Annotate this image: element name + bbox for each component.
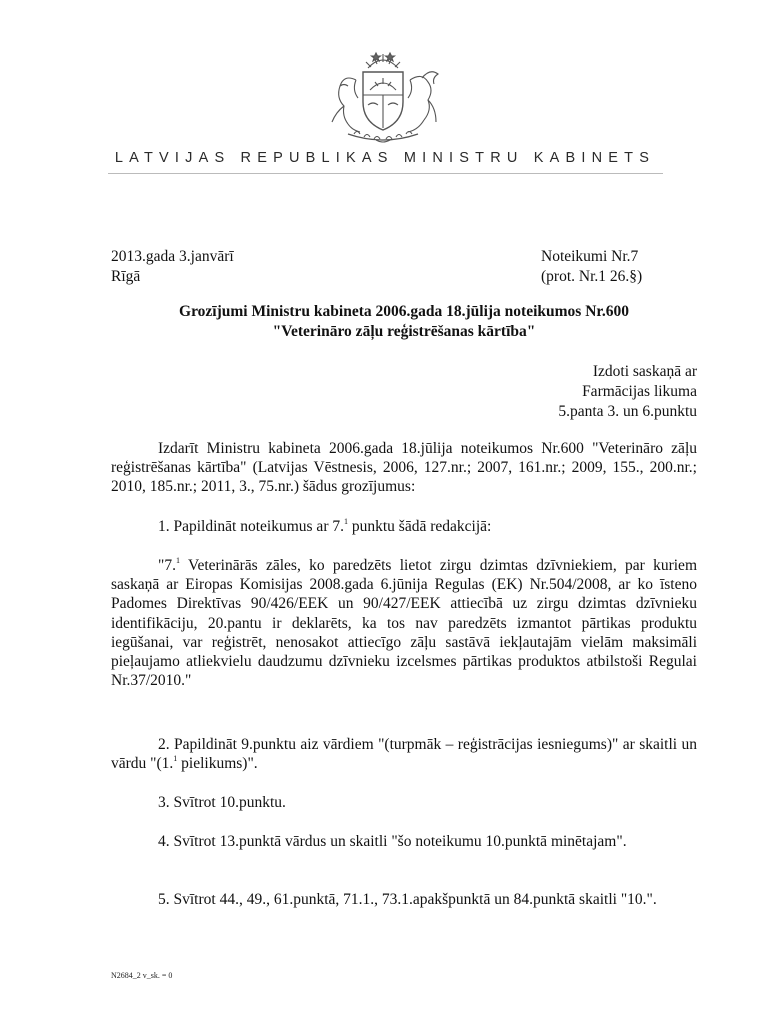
item-2-sup: 1 bbox=[173, 754, 178, 764]
issued-per-block bbox=[450, 362, 697, 422]
quoted-paragraph bbox=[111, 556, 697, 690]
amendment-item-5 bbox=[111, 890, 697, 909]
amendment-item-3 bbox=[111, 793, 697, 812]
amendment-item-2 bbox=[111, 735, 697, 773]
amendment-item-4 bbox=[111, 832, 697, 851]
coat-of-arms-icon bbox=[318, 50, 448, 145]
document-date: 2013.gada 3.janvārī bbox=[111, 248, 234, 265]
regulation-number: Noteikumi Nr.7 bbox=[541, 248, 639, 265]
meta-left bbox=[111, 247, 234, 287]
document-title bbox=[111, 302, 697, 342]
item-3-text: 3. Svītrot 10.punktu. bbox=[158, 794, 286, 811]
intro-paragraph bbox=[111, 439, 697, 497]
issued-line-1: Izdoti saskaņā ar bbox=[592, 363, 697, 380]
intro-text: Izdarīt Ministru kabineta 2006.gada 18.jūlija noteikumos Nr.600 "Veterināro zāļu reģistrēšanas kārtība" (Latvijas Vēstnesis, 2006, 127.nr.; 2007, 161.nr.; 2009, 155., 200.nr.; 2010, 185.nr.; 2011, 3., 75.nr.) šādus grozījumus: bbox=[111, 440, 697, 496]
item-2-after: pielikums)". bbox=[177, 755, 258, 773]
item-2-text bbox=[111, 735, 697, 773]
footer-code: N2684_2 v_sk. = 0 bbox=[111, 971, 173, 980]
title-line-2: "Veterināro zāļu reģistrēšanas kārtība" bbox=[272, 323, 536, 340]
amendment-item-1 bbox=[111, 517, 697, 536]
item-5-text: 5. Svītrot 44., 49., 61.punktā, 71.1., 73.1.apakšpunktā un 84.punktā skaitli "10.". bbox=[158, 891, 657, 908]
item-1-before: 1. Papildināt noteikumus ar 7. bbox=[158, 518, 344, 535]
document-place: Rīgā bbox=[111, 268, 141, 285]
meta-right bbox=[541, 247, 642, 287]
item-1-text bbox=[111, 517, 697, 536]
item-1-sup: 1 bbox=[343, 516, 348, 526]
issued-line-3: 5.panta 3. un 6.punktu bbox=[558, 403, 697, 420]
quote-after: Veterinārās zāles, ko paredzēts lietot zirgu dzimtas dzīvniekiem, par kuriem saskaņā ar Eiropas Komisijas 2008.gada 6.jūnija Regulas (EK) Nr.504/2008, ar ko īsteno Padomes Direktīvas 90/426/EEK un 90/427/EEK attiecībā uz zirgu dzimtas dzīvnieku identifikāciju, 20.pantu ir deklarēts, ka tos nav paredzēts izmantot pārtikas produktu iegūšanai, var reģistrēt, nenosakot attiecīgo zāļu sastāvā iekļautajām vielām maksimāli pieļaujamo atliekvielu daudzumu dzīvnieku izcelsmes pārtikas produktos atbilstoši Regulai Nr.37/2010." bbox=[111, 557, 697, 690]
quote-before: "7. bbox=[158, 557, 176, 574]
protocol-number: (prot. Nr.1 26.§) bbox=[541, 268, 643, 285]
quote-text bbox=[111, 556, 697, 690]
issued-line-2: Farmācijas likuma bbox=[582, 383, 697, 400]
title-line-1: Grozījumi Ministru kabineta 2006.gada 18.jūlija noteikumos Nr.600 bbox=[179, 303, 629, 320]
item-2-before: 2. Papildināt 9.punktu aiz vārdiem "(turpmāk – reģistrācijas iesniegums)" ar skaitli un vārdu "(1. bbox=[111, 736, 697, 773]
quote-sup: 1 bbox=[175, 555, 180, 565]
header-divider bbox=[108, 173, 663, 174]
item-4-text: 4. Svītrot 13.punktā vārdus un skaitli "šo noteikumu 10.punktā minētajam". bbox=[158, 833, 627, 850]
ministry-name: LATVIJAS REPUBLIKAS MINISTRU KABINETS bbox=[114, 150, 656, 166]
item-1-after: punktu šādā redakcijā: bbox=[347, 518, 492, 535]
